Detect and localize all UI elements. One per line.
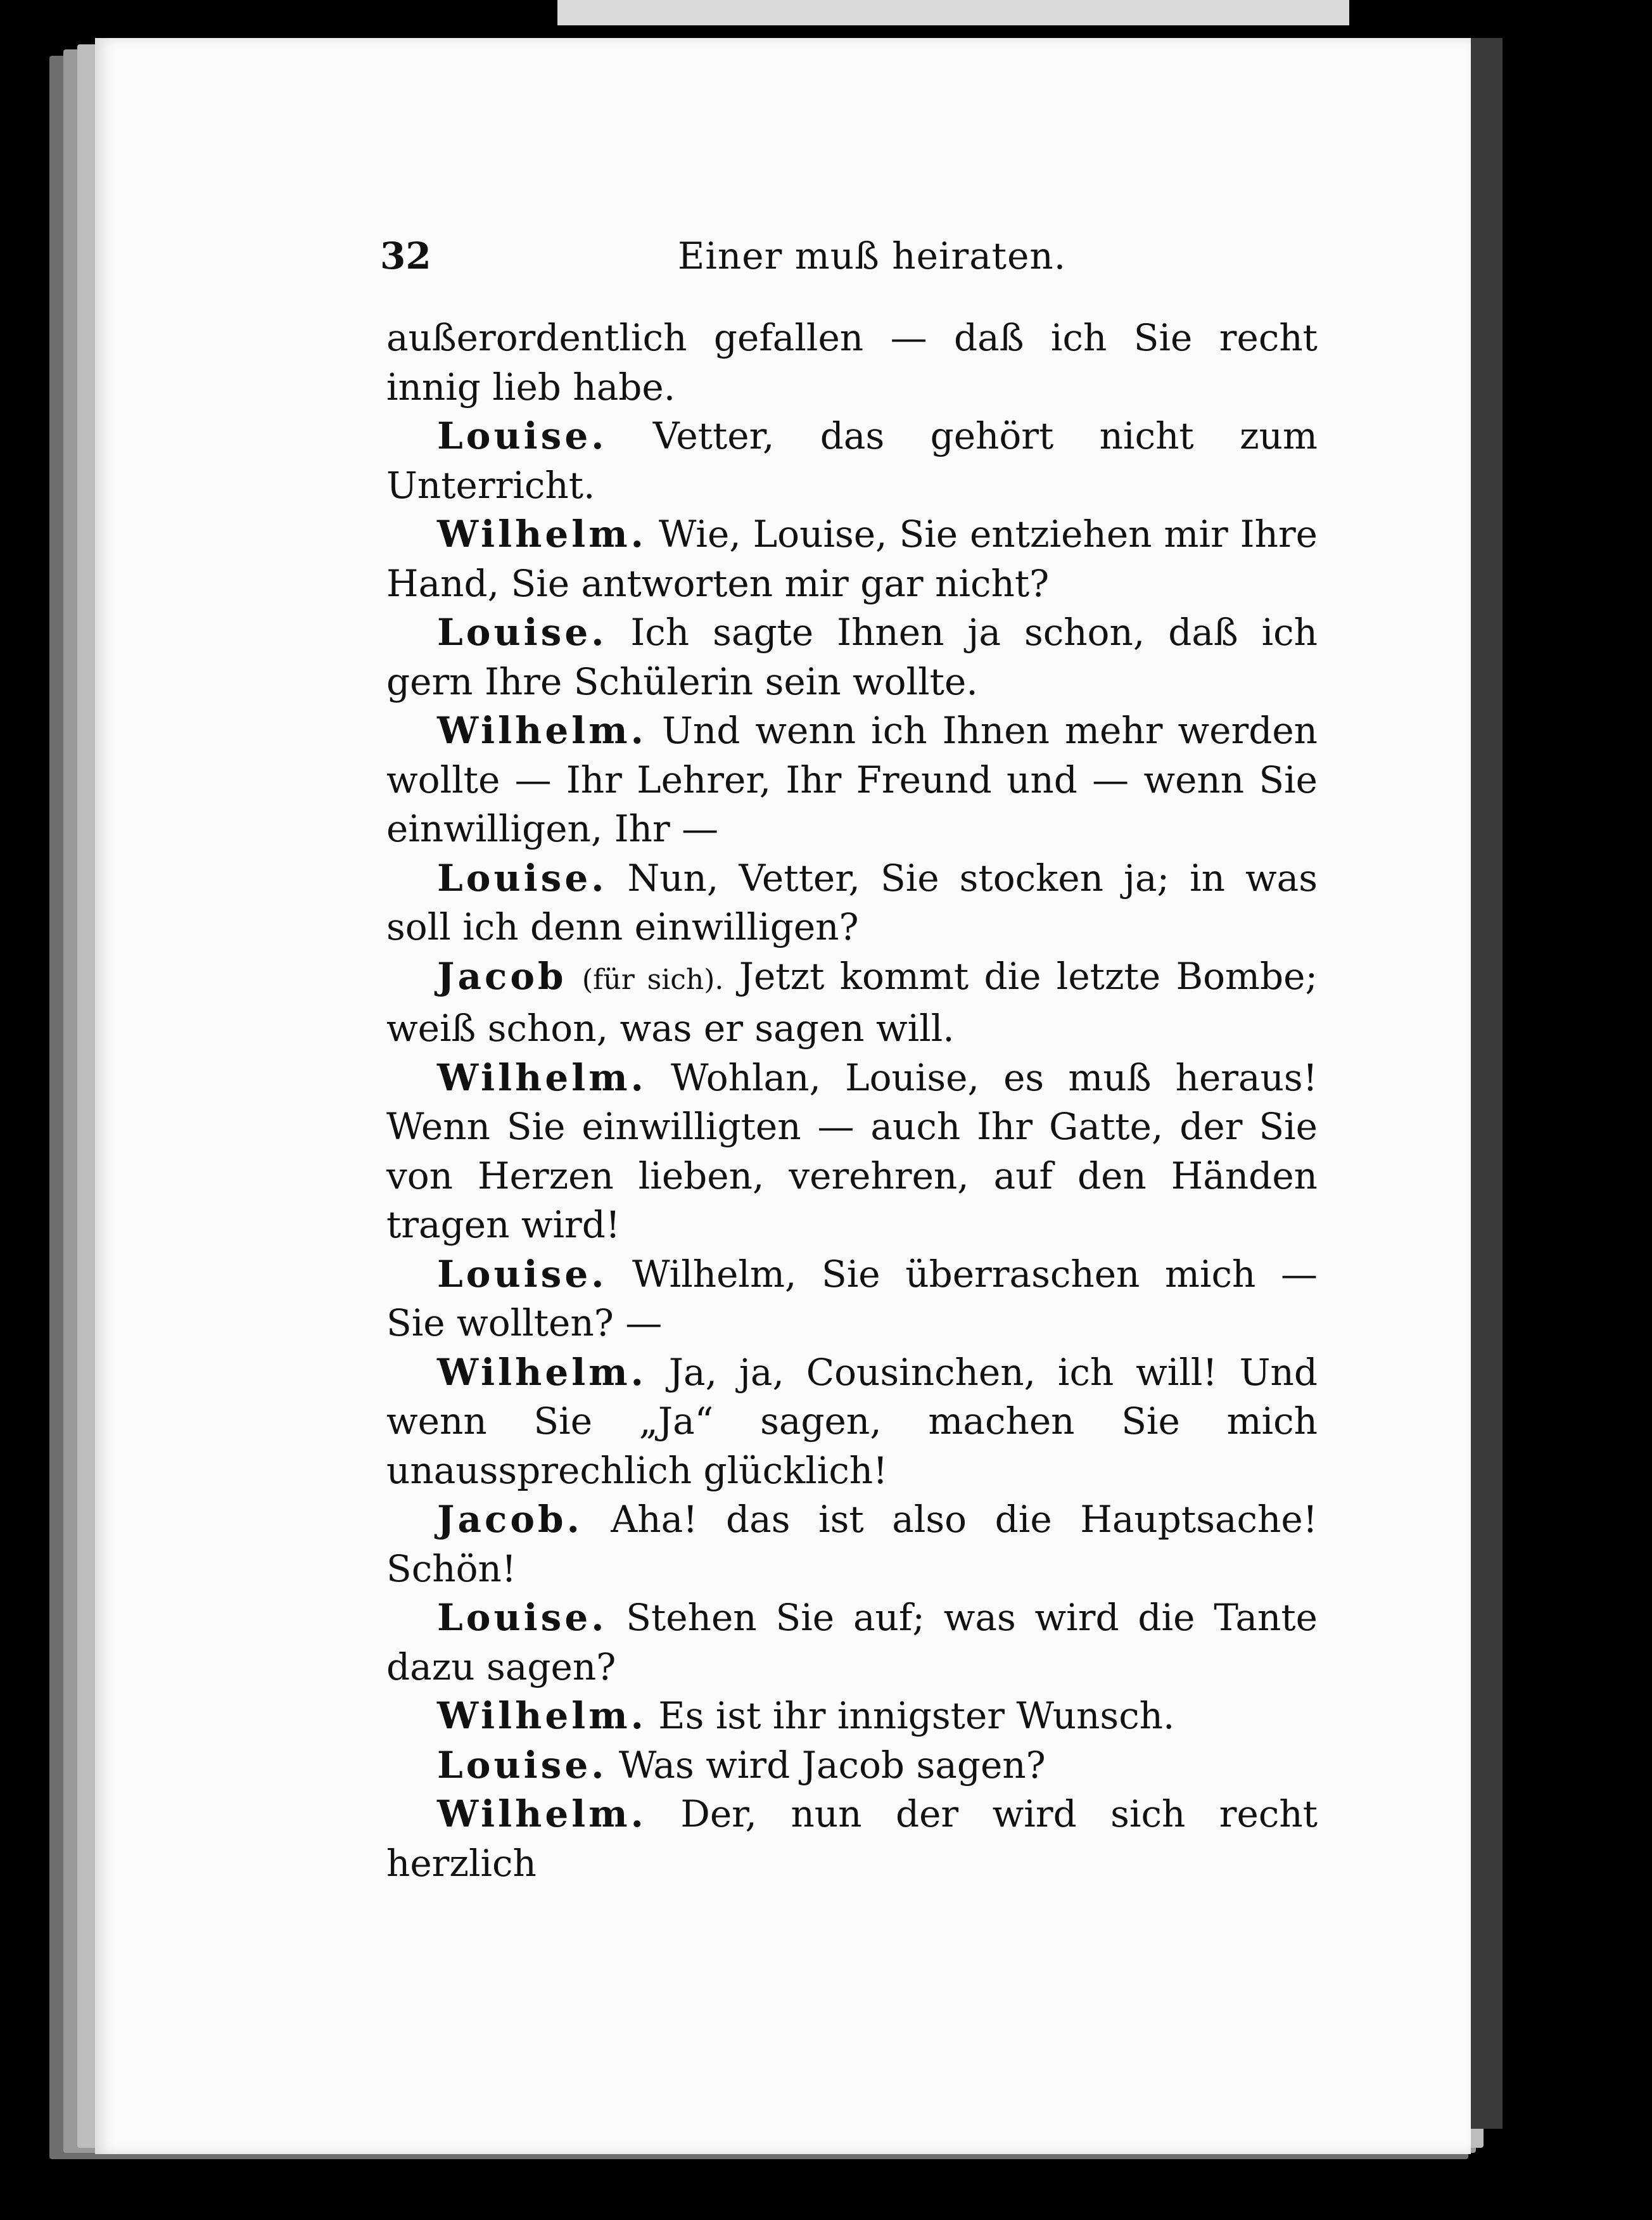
speaker-name: Wilhelm. — [437, 1792, 647, 1835]
dialogue-paragraph — [386, 1054, 1318, 1250]
dialogue-paragraph — [386, 608, 1318, 706]
dialogue-text: Stehen Sie auf; was wird die Tante dazu sagen? — [386, 1596, 1318, 1688]
dialogue-text: Vetter, das gehört nicht zum Unterricht. — [386, 414, 1318, 507]
dialogue-text: Und wenn ich Ihnen mehr werden wollte — Ihr Lehrer, Ihr Freund und — wenn Sie einwilligen, Ihr — — [386, 709, 1318, 850]
speaker-name: Louise. — [437, 1596, 607, 1639]
dialogue-text: Wilhelm, Sie überraschen mich — Sie wollten? — — [386, 1252, 1318, 1344]
dialogue-paragraph — [386, 1495, 1318, 1593]
dialogue-text: Ich sagte Ihnen ja schon, daß ich gern Ihre Schülerin sein wollte. — [386, 611, 1318, 703]
speaker-name: Louise. — [437, 1252, 607, 1296]
dialogue-paragraph — [386, 952, 1318, 1054]
speaker-name: Louise. — [437, 1743, 607, 1787]
page-number: 32 — [380, 234, 431, 278]
speaker-name: Wilhelm. — [437, 513, 647, 556]
speaker-name: Louise. — [437, 611, 607, 654]
dialogue-text: Der, nun der wird sich recht herzlich — [386, 1792, 1318, 1885]
speaker-name: Jacob. — [437, 1498, 583, 1541]
dialogue-paragraph — [386, 1741, 1318, 1790]
dialogue-text: Aha! das ist also die Hauptsache! Schön! — [386, 1498, 1318, 1590]
dialogue-text: Nun, Vetter, Sie stocken ja; in was soll ich denn einwilligen? — [386, 856, 1318, 948]
dialogue-paragraph — [386, 706, 1318, 854]
dialogue-text: Wie, Louise, Sie entziehen mir Ihre Hand, Sie antworten mir gar nicht? — [386, 513, 1318, 605]
page-text — [386, 314, 1318, 1888]
dialogue-text: Jetzt kommt die letzte Bombe; weiß schon, was er sagen will. — [386, 954, 1318, 1050]
dialogue-text: Wohlan, Louise, es muß heraus! Wenn Sie einwilligten — auch Ihr Gatte, der Sie von Herzen lieben, verehren, auf den Händen tragen wird! — [386, 1056, 1318, 1246]
speaker-name: Jacob — [437, 954, 567, 998]
dialogue-paragraph — [386, 1250, 1318, 1348]
dialogue-paragraph — [386, 510, 1318, 608]
dialogue-paragraph — [386, 1692, 1318, 1741]
running-title: Einer muß heiraten. — [678, 234, 1067, 278]
speaker-name: Wilhelm. — [437, 1056, 647, 1099]
dialogue-paragraph — [386, 1790, 1318, 1888]
dialogue-paragraph — [386, 1348, 1318, 1496]
dialogue-text: Was wird Jacob sagen? — [618, 1743, 1046, 1787]
speaker-name: Wilhelm. — [437, 709, 647, 752]
dialogue-text: Ja, ja, Cousinchen, ich will! Und wenn Sie „Ja“ sagen, machen Sie mich unaussprechlich glücklich! — [386, 1350, 1318, 1492]
speaker-name: Louise. — [437, 414, 607, 457]
dialogue-paragraph — [386, 854, 1318, 952]
page-header — [380, 234, 1318, 291]
speaker-name: Louise. — [437, 856, 607, 900]
paragraph-text: außerordentlich gefallen — daß ich Sie recht innig lieb habe. — [386, 316, 1318, 409]
facing-page-edge — [557, 0, 1349, 25]
dialogue-paragraph — [386, 1593, 1318, 1692]
paragraph — [386, 314, 1318, 412]
dialogue-paragraph — [386, 412, 1318, 510]
dialogue-text: Es ist ihr innigster Wunsch. — [658, 1694, 1175, 1737]
speaker-name: Wilhelm. — [437, 1694, 647, 1737]
stage-direction: (für sich). — [581, 963, 724, 996]
speaker-name: Wilhelm. — [437, 1350, 647, 1394]
